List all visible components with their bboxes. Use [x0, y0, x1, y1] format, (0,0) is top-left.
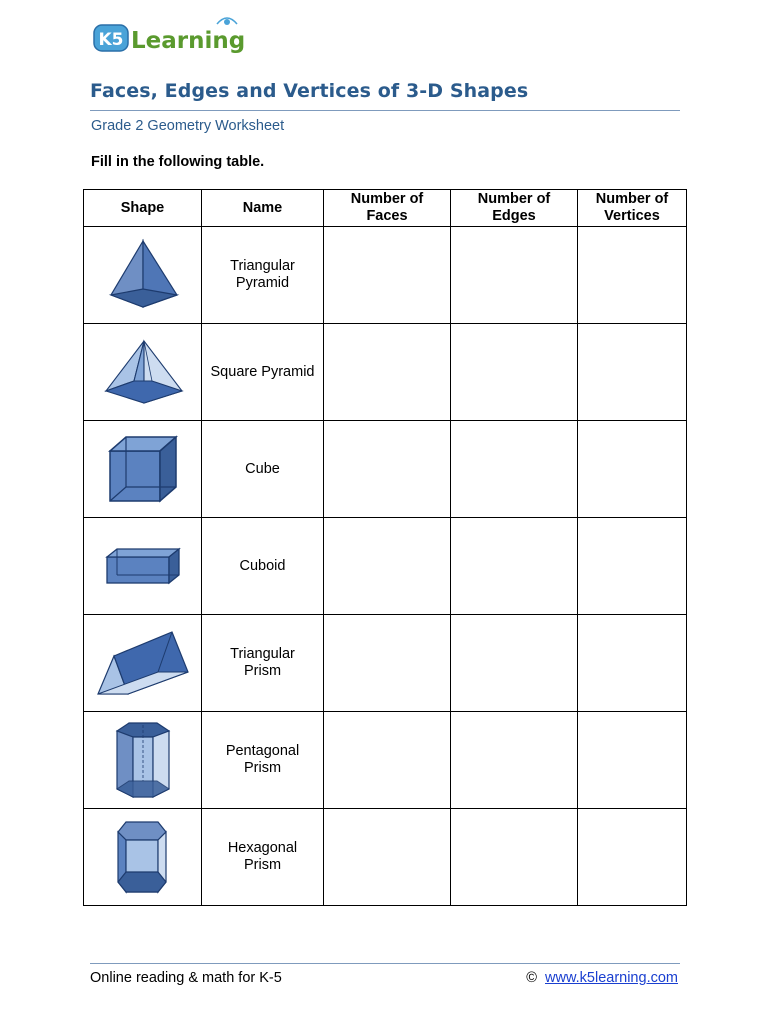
- table-row: [84, 421, 687, 518]
- vertices-answer-cell[interactable]: [578, 809, 687, 906]
- shape-name: Cube: [245, 460, 280, 477]
- title-divider: [90, 110, 680, 111]
- vertices-answer-cell[interactable]: [578, 421, 687, 518]
- edges-answer-cell[interactable]: [451, 809, 578, 906]
- square-pyramid-icon: [102, 337, 184, 407]
- pentagonal-prism-icon: [113, 719, 173, 801]
- vertices-answer-cell[interactable]: [578, 324, 687, 421]
- edges-answer-cell[interactable]: [451, 324, 578, 421]
- page-title: Faces, Edges and Vertices of 3-D Shapes: [90, 80, 529, 102]
- shape-cell: [84, 421, 202, 518]
- name-cell: [202, 809, 324, 906]
- table-row: [84, 809, 687, 906]
- edges-answer-cell[interactable]: [451, 615, 578, 712]
- shape-name: Triangular Prism: [230, 646, 295, 679]
- hexagonal-prism-icon: [114, 818, 172, 896]
- shape-name: Square Pyramid: [210, 363, 315, 380]
- header-faces: Number of Faces: [324, 190, 451, 227]
- faces-answer-cell[interactable]: [324, 324, 451, 421]
- table-row: [84, 712, 687, 809]
- vertices-answer-cell[interactable]: [578, 712, 687, 809]
- website-link[interactable]: www.k5learning.com: [545, 970, 678, 986]
- name-cell: [202, 712, 324, 809]
- page-subtitle: Grade 2 Geometry Worksheet: [91, 118, 285, 134]
- footer-copyright: [526, 970, 678, 986]
- faces-answer-cell[interactable]: [324, 712, 451, 809]
- logo-word-text: Learning: [131, 28, 246, 54]
- table-row: [84, 615, 687, 712]
- name-cell: [202, 615, 324, 712]
- vertices-answer-cell[interactable]: [578, 615, 687, 712]
- name-cell: [202, 421, 324, 518]
- shapes-table: [83, 189, 687, 906]
- vertices-answer-cell[interactable]: [578, 518, 687, 615]
- header-edges: Number of Edges: [451, 190, 578, 227]
- faces-answer-cell[interactable]: [324, 615, 451, 712]
- table-header-row: [84, 190, 687, 227]
- copyright-symbol: ©: [526, 970, 537, 986]
- edges-answer-cell[interactable]: [451, 227, 578, 324]
- header-name: Name: [202, 190, 324, 227]
- shape-cell: [84, 809, 202, 906]
- header-vertices: Number of Vertices: [578, 190, 687, 227]
- faces-answer-cell[interactable]: [324, 227, 451, 324]
- edges-answer-cell[interactable]: [451, 712, 578, 809]
- vertices-answer-cell[interactable]: [578, 227, 687, 324]
- table-row: [84, 227, 687, 324]
- footer-divider: [90, 963, 680, 964]
- instruction-text: Fill in the following table.: [91, 154, 265, 170]
- cuboid-icon: [105, 545, 181, 587]
- footer-tagline: Online reading & math for K-5: [90, 970, 282, 986]
- shape-name: Cuboid: [239, 557, 286, 574]
- triangular-pyramid-icon: [103, 235, 183, 315]
- shape-name: Hexagonal Prism: [227, 840, 298, 873]
- shape-name: Triangular Pyramid: [230, 258, 295, 291]
- name-cell: [202, 227, 324, 324]
- logo-badge-text: K5: [98, 30, 124, 50]
- name-cell: [202, 518, 324, 615]
- triangular-prism-icon: [94, 628, 192, 698]
- faces-answer-cell[interactable]: [324, 809, 451, 906]
- table-row: [84, 324, 687, 421]
- shape-cell: [84, 712, 202, 809]
- shape-cell: [84, 324, 202, 421]
- shape-cell: [84, 227, 202, 324]
- edges-answer-cell[interactable]: [451, 518, 578, 615]
- shape-cell: [84, 518, 202, 615]
- header-shape: Shape: [84, 190, 202, 227]
- name-cell: [202, 324, 324, 421]
- shape-name: Pentagonal Prism: [225, 743, 300, 776]
- edges-answer-cell[interactable]: [451, 421, 578, 518]
- cube-icon: [106, 433, 180, 505]
- k5-learning-logo: [93, 14, 263, 60]
- faces-answer-cell[interactable]: [324, 518, 451, 615]
- table-row: [84, 518, 687, 615]
- faces-answer-cell[interactable]: [324, 421, 451, 518]
- shape-cell: [84, 615, 202, 712]
